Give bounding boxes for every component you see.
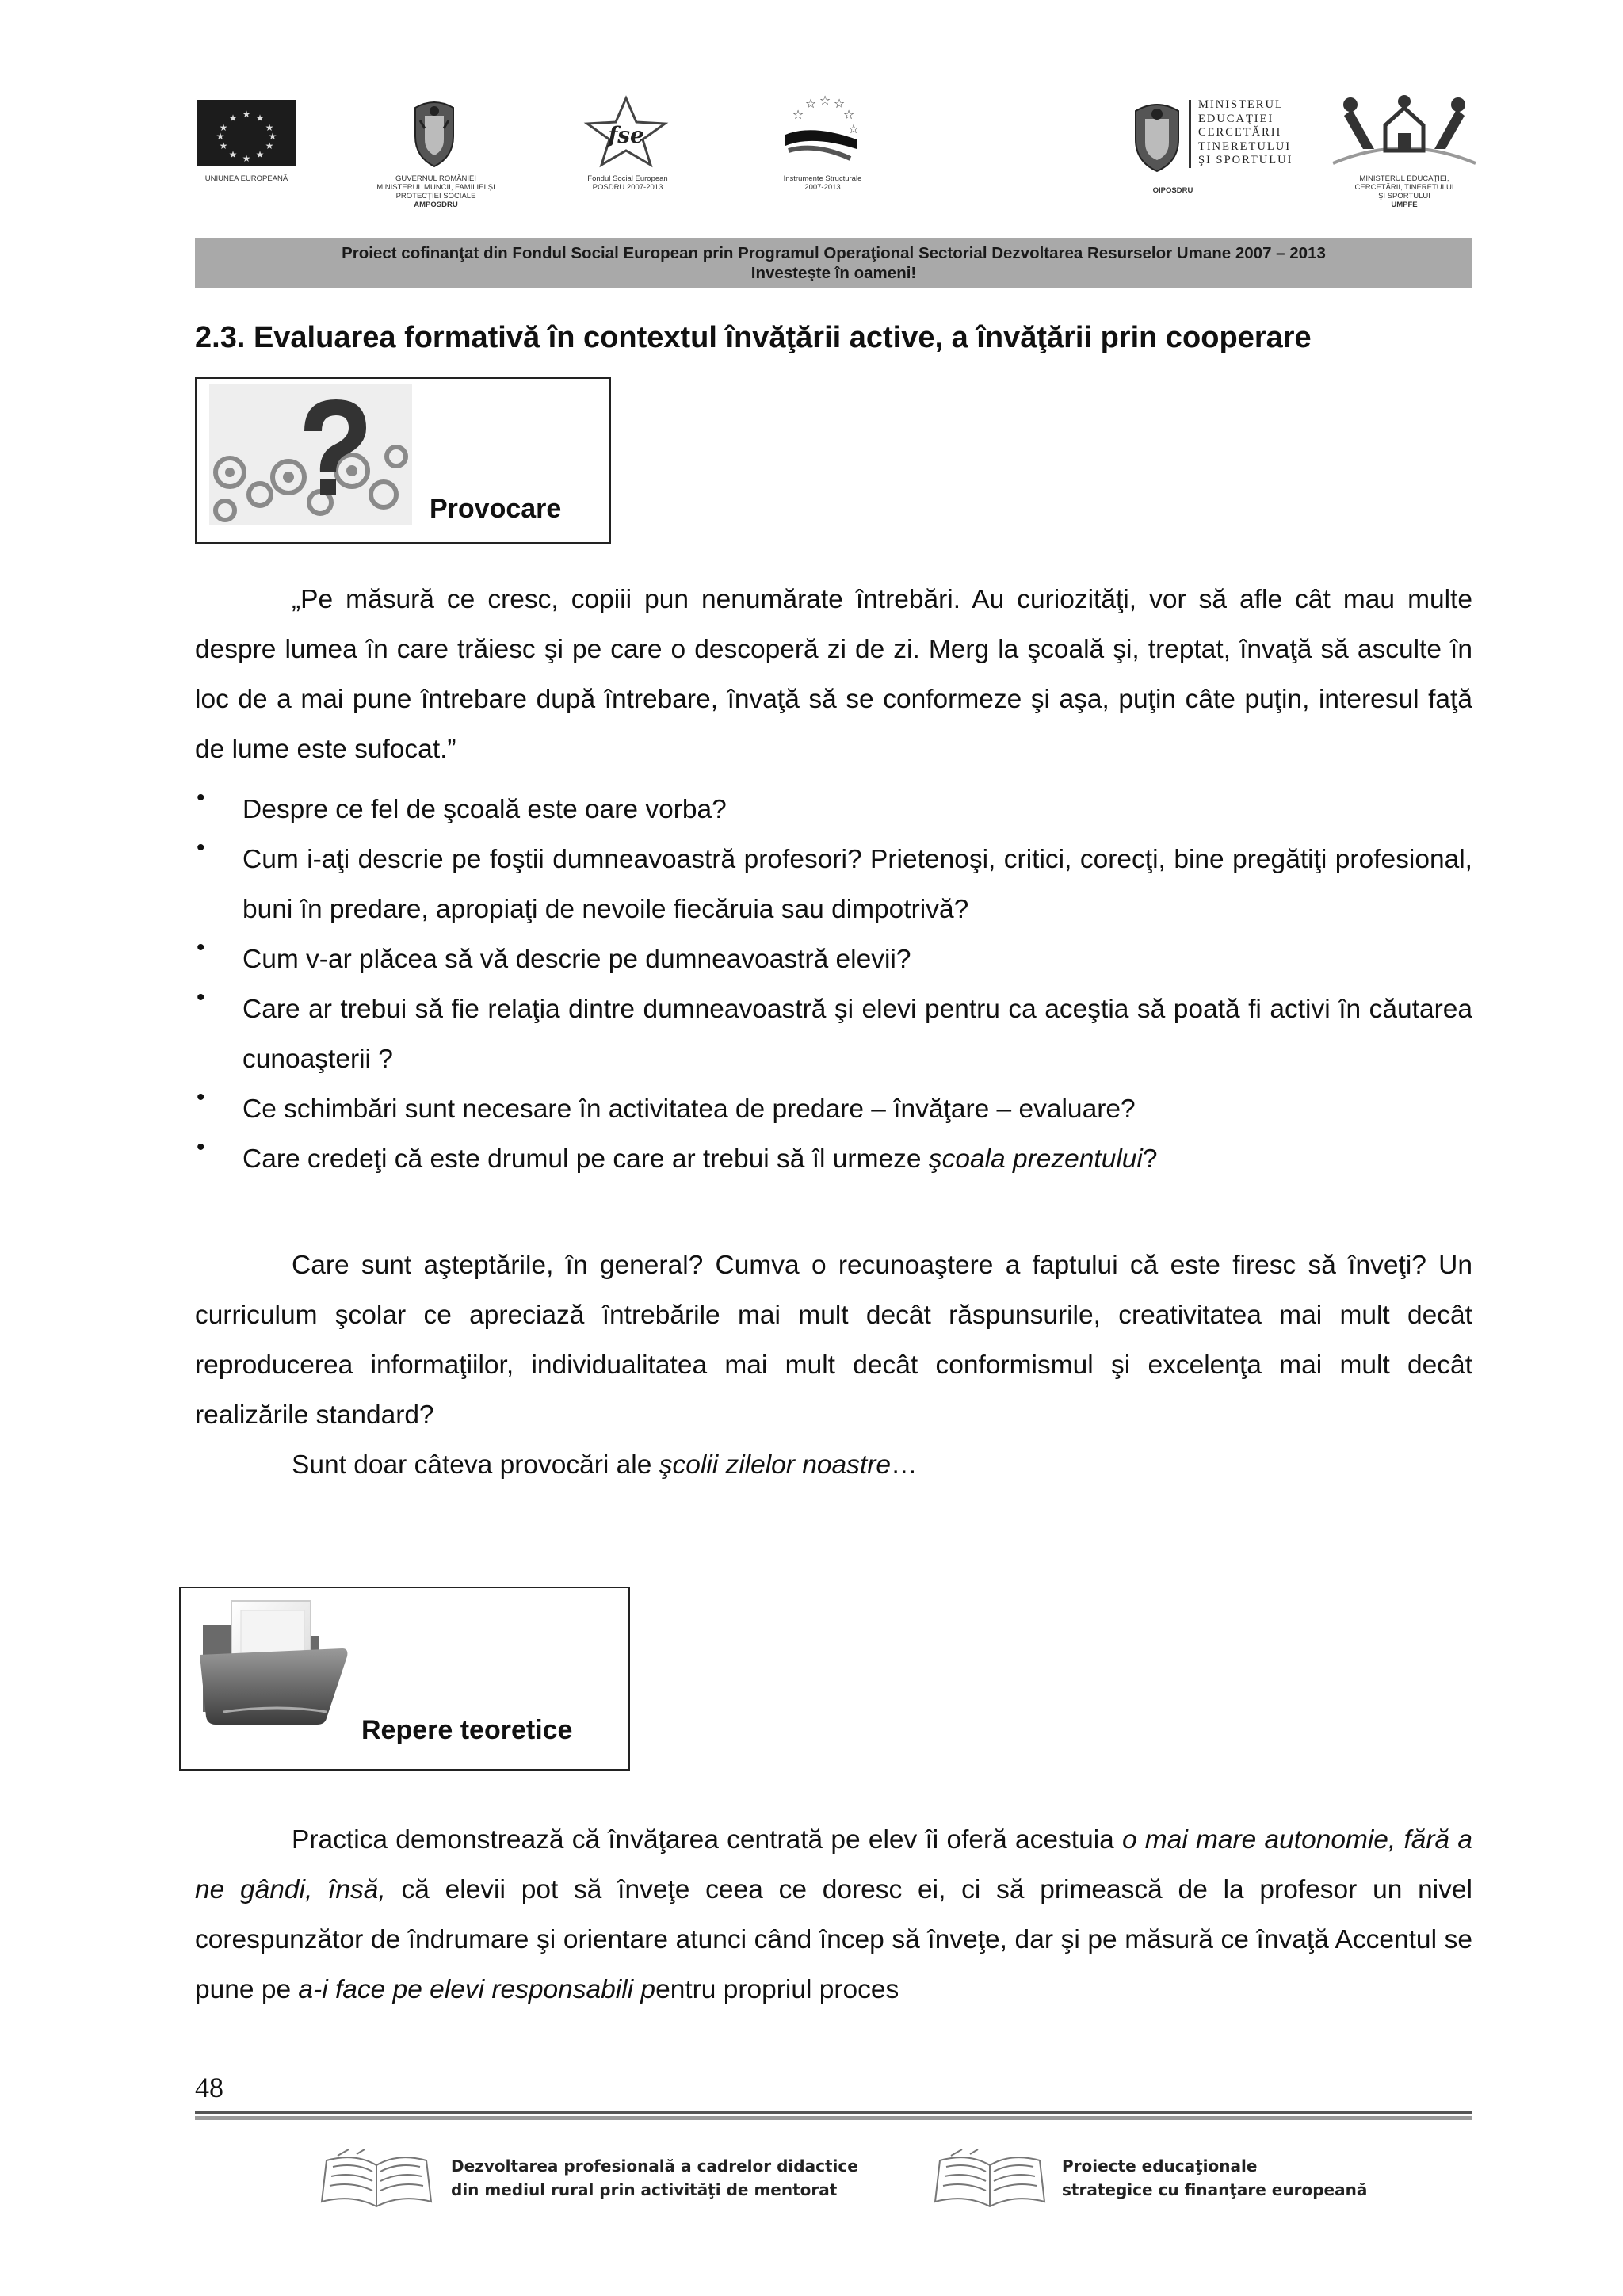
theory-paragraph — [195, 1815, 1472, 2015]
theory-text: că elevii pot să înveţe ceea ce doresc ei, ci să primească de la profesor un nivel corespunzător de îndrumare şi orientare atunci când încep să înveţe, dar şi pe măsură ce învaţă Accentul se pune pe — [195, 1875, 1472, 2004]
ministerul-title — [1198, 98, 1293, 168]
instrumente-stars-icon — [781, 94, 864, 169]
footer-left-line: din mediul rural prin activităţi de mentorat — [451, 2180, 838, 2199]
footer-rule — [195, 2111, 1472, 2114]
list-item — [242, 1134, 1472, 1184]
list-item: Despre ce fel de şcoală este oare vorba? — [242, 795, 727, 824]
fse-star-icon — [582, 95, 670, 168]
svg-text:★: ★ — [219, 122, 228, 133]
instrumente-caption-line: Instrumente Structurale — [783, 174, 862, 183]
govt-caption-line: MINISTERUL MUNCII, FAMILIEI ŞI — [376, 183, 495, 192]
ministry-arms-icon — [1129, 98, 1185, 174]
eu-flag-logo — [197, 100, 296, 166]
ministerul-divider — [1189, 100, 1191, 168]
umpfe-logo — [1325, 94, 1484, 173]
umpfe-caption-line: CERCETĂRII, TINERETULUI — [1354, 183, 1454, 192]
footer-rule-shadow — [195, 2116, 1472, 2120]
footer-left-line: Dezvoltarea profesională a cadrelor didactice — [451, 2157, 858, 2176]
expectations-text: Care sunt aşteptările, în general? Cumva o recunoaştere a faptului că este firesc să înveţi? Un curriculum şcolar ce apreciază întrebările mai mult decât răspunsurile, creativitatea mai mult decât reproducerea informaţiilor, individualitatea mai mult decât conformismul şi excelenţa mai mult decât realizările standard? — [195, 1251, 1472, 1430]
umpfe-caption — [1322, 174, 1487, 209]
coat-of-arms-logo — [411, 97, 458, 168]
svg-text:★: ★ — [228, 149, 238, 160]
svg-text:★: ★ — [265, 140, 274, 151]
project-banner — [195, 238, 1472, 288]
govt-caption-bold: AMPOSDRU — [414, 201, 458, 209]
quote-text: „Pe măsură ce cresc, copiii pun nenumărate întrebări. Au curiozităţi, vor să afle cât mau multe despre lumea în care trăiesc şi pe care o descoperă zi de zi. Merg la şcoală şi, treptat, învaţă să asculte în loc de a mai pune întrebare după întrebare, învaţă să se conformeze şi aşa, puţin câte puţin, interesul faţă de lume este sufocat.” — [195, 585, 1472, 764]
eu-caption — [182, 174, 311, 183]
instrumente-caption — [759, 174, 886, 192]
umpfe-caption-line: MINISTERUL EDUCAŢIEI, — [1359, 174, 1449, 183]
provocare-label: Provocare — [430, 494, 562, 524]
quote-paragraph — [195, 575, 1472, 774]
folder-image — [192, 1593, 358, 1728]
ministry-title-line: CERCETĂRII — [1198, 126, 1282, 139]
svg-text:★: ★ — [255, 113, 265, 124]
ministry-title-line: ŞI SPORTULUI — [1198, 154, 1293, 166]
list-item: Care ar trebui să fie relaţia dintre dumneavoastră şi elevi pentru ca aceştia să poată fi activi în căutarea cunoaşterii ? — [242, 995, 1472, 1074]
bullet-dot: • — [197, 984, 205, 1010]
footer-left-text — [451, 2154, 858, 2202]
bullet-dot: • — [197, 1134, 205, 1160]
provocare-box — [195, 377, 611, 544]
umpfe-caption-line: ŞI SPORTULUI — [1378, 192, 1430, 201]
banner-slogan: Investeşte în oameni! — [750, 264, 917, 282]
open-book-icon — [930, 2149, 1049, 2211]
oiposdru-caption — [1133, 186, 1212, 195]
svg-text:☆: ☆ — [847, 121, 860, 136]
footer-right-text — [1062, 2154, 1367, 2202]
govt-caption — [361, 174, 511, 209]
fse-logo — [582, 95, 670, 168]
section-heading: 2.3. Evaluarea formativă în contextul învăţării active, a învăţării prin cooperare — [195, 321, 1312, 354]
theory-text: entru propriul proces — [655, 1975, 899, 2004]
umpfe-figures-icon — [1325, 94, 1484, 173]
govt-caption-line: GUVERNUL ROMÂNIEI — [395, 174, 477, 183]
svg-text:☆: ☆ — [842, 107, 855, 122]
list-item: Cum v-ar plăcea să vă descrie pe dumneavoastră elevii? — [242, 945, 911, 974]
svg-text:☆: ☆ — [833, 96, 846, 111]
svg-text:★: ★ — [265, 122, 274, 133]
theory-emphasis: a-i face pe elevi responsabili p — [298, 1975, 656, 2004]
eu-caption-line: UNIUNEA EUROPEANĂ — [204, 174, 288, 183]
open-book-icon — [317, 2149, 436, 2211]
fse-caption-line: Fondul Social European — [587, 174, 668, 183]
question-gears-image — [209, 384, 412, 525]
expectations-paragraph — [195, 1240, 1472, 1440]
question-gears-icon — [209, 384, 412, 525]
ministry-title-line: TINERETULUI — [1198, 139, 1292, 153]
coat-of-arms-icon — [411, 97, 458, 168]
footer-book-left — [317, 2149, 436, 2211]
svg-text:★: ★ — [268, 131, 277, 142]
bullet-dot: • — [197, 835, 205, 861]
svg-text:☆: ☆ — [792, 107, 804, 122]
list-item: Cum i-aţi descrie pe foştii dumneavoastră profesori? Prietenoşi, critici, corecţi, bine pregătiţi profesional, buni în predare, apropiaţi de nevoile fiecăruia sau dimpotrivă? — [242, 845, 1472, 924]
svg-text:☆: ☆ — [804, 96, 817, 111]
footer-right-line: strategice cu finanţare europeană — [1062, 2180, 1368, 2199]
list-item: Ce schimbări sunt necesare în activitatea de predare – învăţare – evaluare? — [242, 1095, 1136, 1124]
ministry-title-line: MINISTERUL — [1198, 98, 1284, 111]
footer-book-right — [930, 2149, 1049, 2211]
ministry-title-line: EDUCAŢIEI — [1198, 112, 1274, 125]
fse-mark-text: fse — [608, 122, 644, 148]
svg-text:★: ★ — [242, 109, 251, 120]
govt-caption-line: PROTECŢIEI SOCIALE — [395, 192, 476, 201]
ministerul-logo — [1129, 98, 1185, 174]
footer-right-line: Proiecte educaţionale — [1062, 2157, 1258, 2176]
bullet-dot: • — [197, 1084, 205, 1110]
folder-icon — [192, 1593, 358, 1728]
banner-line: Proiect cofinanţat din Fondul Social European prin Programul Operaţional Sectorial Dezvoltarea Resurselor Umane 2007 – 2013 — [342, 244, 1326, 262]
theory-emphasis: o mai mare autonomie, fără a ne gândi, însă, — [195, 1825, 1472, 1904]
instrumente-caption-line: 2007-2013 — [804, 183, 841, 192]
fse-caption — [564, 174, 691, 192]
repere-teoretice-box — [179, 1587, 630, 1771]
svg-text:★: ★ — [255, 149, 265, 160]
challenges-text: … — [891, 1450, 918, 1480]
svg-text:☆: ☆ — [819, 94, 831, 108]
challenges-paragraph — [195, 1440, 1472, 1490]
oiposdru-caption-bold: OIPOSDRU — [1152, 186, 1193, 195]
svg-text:★: ★ — [216, 131, 225, 142]
list-item-emphasis: şcoala prezentului — [928, 1144, 1143, 1174]
page-number: 48 — [195, 2072, 223, 2103]
fse-caption-line: POSDRU 2007-2013 — [592, 183, 663, 192]
svg-text:★: ★ — [219, 140, 228, 151]
bullet-dot: • — [197, 934, 205, 961]
challenges-emphasis: şcolii zilelor noastre — [659, 1450, 891, 1480]
svg-text:★: ★ — [228, 113, 238, 124]
theory-text: Practica demonstrează că învăţarea centrată pe elev îi oferă acestuia — [292, 1825, 1122, 1855]
list-item-text: ? — [1142, 1144, 1158, 1174]
bullet-dot: • — [197, 785, 205, 811]
umpfe-caption-bold: UMPFE — [1391, 201, 1418, 209]
eu-stars-icon — [197, 100, 296, 166]
instrumente-structurale-logo — [781, 94, 864, 169]
challenges-text: Sunt doar câteva provocări ale — [292, 1450, 659, 1480]
repere-teoretice-label: Repere teoretice — [361, 1715, 573, 1745]
svg-text:★: ★ — [242, 153, 251, 164]
list-item-text: Care credeţi că este drumul pe care ar trebui să îl urmeze — [242, 1144, 929, 1174]
